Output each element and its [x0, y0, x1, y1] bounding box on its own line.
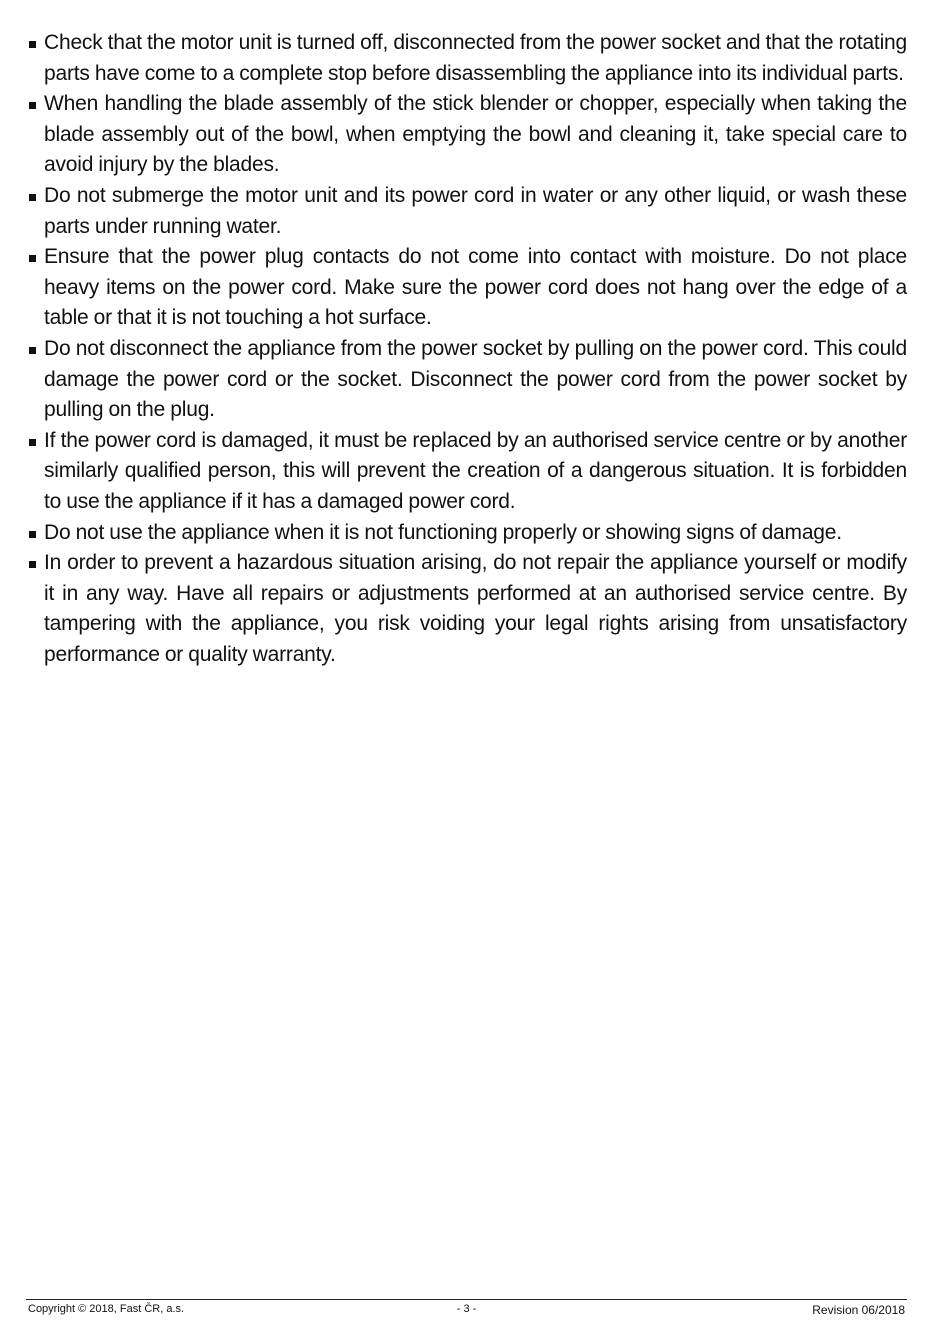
footer-divider [26, 1299, 907, 1300]
list-item-text: In order to prevent a hazardous situation arising, do not repair the appliance yourself or modify it in any way. Have all repairs or adjustments performed at an authorised service centre. By tampering with the appliance, you risk voiding your legal rights arising from unsatisfactory performance or quality warranty. [44, 551, 907, 666]
square-bullet-icon [29, 102, 36, 109]
revision-text: Revision 06/2018 [812, 1303, 905, 1317]
square-bullet-icon [29, 561, 36, 568]
square-bullet-icon [29, 347, 36, 354]
list-item [26, 548, 907, 670]
square-bullet-icon [29, 439, 36, 446]
safety-instructions-list [26, 28, 907, 670]
list-item-text: If the power cord is damaged, it must be replaced by an authorised service centre or by another similarly qualified person, this will prevent the creation of a dangerous situation. It is forbidden to use the appliance if it has a damaged power cord. [44, 428, 907, 513]
list-item-text: Do not submerge the motor unit and its power cord in water or any other liquid, or wash these parts under running water. [44, 183, 907, 238]
document-body [26, 28, 907, 670]
list-item [26, 181, 907, 242]
list-item-text: When handling the blade assembly of the stick blender or chopper, especially when taking the blade assembly out of the bowl, when emptying the bowl and cleaning it, take special care to avoid injury by the blades. [44, 92, 907, 177]
list-item [26, 242, 907, 334]
square-bullet-icon [29, 531, 36, 538]
square-bullet-icon [29, 255, 36, 262]
page-footer [26, 1302, 907, 1318]
list-item-text: Check that the motor unit is turned off, disconnected from the power socket and that the rotating parts have come to a complete stop before disassembling the appliance into its individual parts. [44, 31, 907, 85]
list-item-text: Do not use the appliance when it is not functioning properly or showing signs of damage. [44, 520, 842, 544]
list-item [26, 28, 907, 89]
square-bullet-icon [29, 194, 36, 201]
list-item [26, 518, 907, 549]
copyright-text: Copyright © 2018, Fast ČR, a.s. [28, 1303, 185, 1315]
list-item-text: Do not disconnect the appliance from the power socket by pulling on the power cord. This could damage the power cord or the socket. Disconnect the power cord from the power socket by pulling on the plug. [44, 336, 907, 422]
list-item-text: Ensure that the power plug contacts do not come into contact with moisture. Do not place heavy items on the power cord. Make sure the power cord does not hang over the edge of a table or that it is not touching a hot surface. [44, 245, 907, 330]
list-item [26, 334, 907, 426]
square-bullet-icon [29, 41, 36, 48]
list-item [26, 426, 907, 518]
list-item [26, 89, 907, 181]
page-number: - 3 - [456, 1303, 477, 1315]
